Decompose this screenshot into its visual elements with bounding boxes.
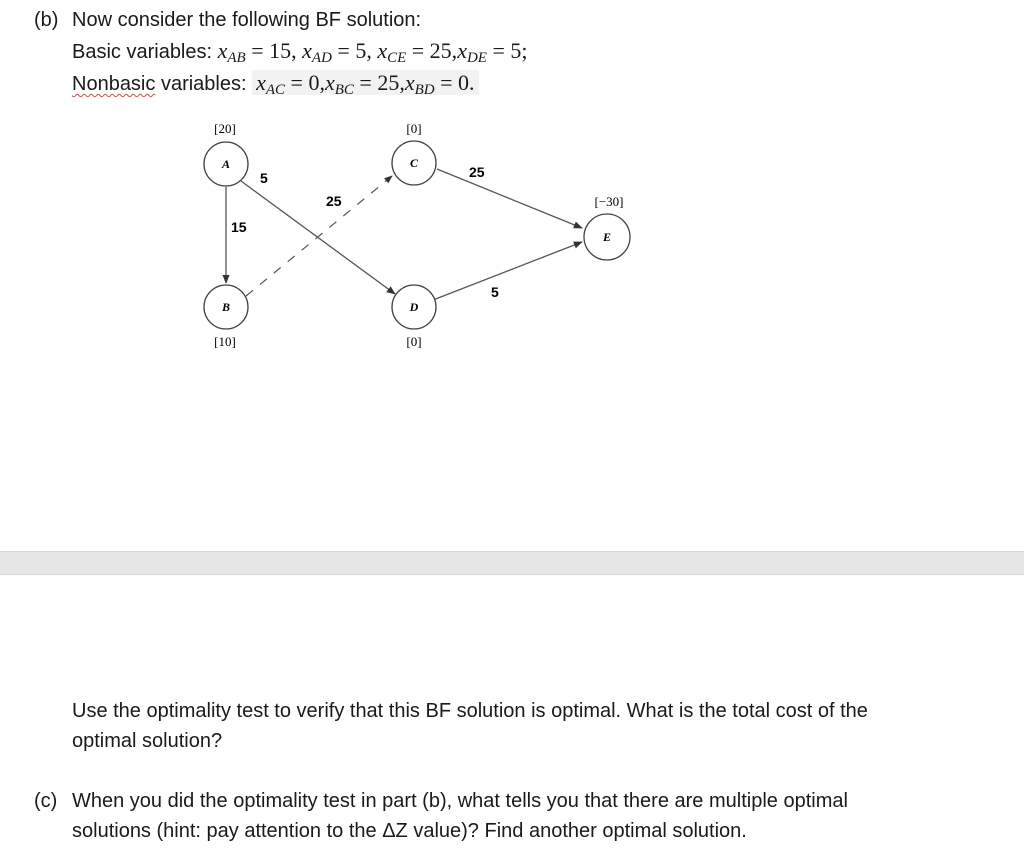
node-a-supply: [20] [214, 121, 236, 136]
part-c-line2: solutions (hint: pay attention to the ΔZ value)? Find another optimal solution. [72, 820, 747, 842]
part-c-line1: When you did the optimality test in part (b), what tells you that there are multiple optimal [72, 790, 848, 812]
node-a [204, 121, 248, 186]
flow-label-d-e: 5 [491, 284, 499, 300]
flow-label-a-b: 15 [231, 219, 247, 235]
flow-label-c-e: 25 [469, 164, 485, 180]
basic-term-de: $x_{DE} = 5$; [457, 38, 528, 66]
nonbasic-label-rest: variables: [155, 73, 247, 95]
arc-b-c [246, 176, 392, 296]
section-divider-band [0, 551, 1024, 575]
node-a-label: A [221, 157, 231, 171]
basic-variables-label: Basic variables: [72, 41, 213, 63]
nonbasic-term-bd: $x_{BD} = 0$. [404, 70, 475, 98]
node-d-supply: [0] [406, 334, 422, 349]
flow-label-b-c: 25 [326, 193, 342, 209]
node-b [204, 285, 248, 349]
node-d [392, 285, 436, 349]
node-c [392, 121, 436, 185]
flow-label-a-d: 5 [260, 170, 268, 186]
nonbasic-term-ac: $x_{AC} = 0$, [256, 70, 325, 98]
node-e [584, 194, 630, 260]
part-b-intro: Now consider the following BF solution: [72, 9, 422, 31]
basic-term-ad: $x_{AD} = 5$, [302, 38, 372, 66]
basic-term-ce: $x_{CE} = 25$, [377, 38, 458, 66]
node-c-supply: [0] [406, 121, 422, 136]
network-diagram [0, 0, 1024, 400]
arc-c-e [437, 169, 582, 228]
node-d-label: D [409, 300, 419, 314]
node-b-label: B [221, 300, 231, 314]
node-e-supply: [−30] [594, 194, 624, 209]
node-b-supply: [10] [214, 334, 236, 349]
part-b-question-line2: optimal solution? [72, 730, 223, 752]
part-b-question-line1: Use the optimality test to verify that this BF solution is optimal. What is the total cost of the [72, 700, 868, 722]
nonbasic-word: Nonbasic [72, 73, 156, 95]
arc-d-e [433, 242, 582, 300]
node-e-label: E [602, 230, 612, 244]
node-c-label: C [409, 156, 419, 170]
nonbasic-term-bc: $x_{BC} = 25$, [324, 70, 405, 98]
part-c-label: (c) [34, 790, 58, 812]
part-b-label: (b) [34, 9, 59, 31]
basic-term-ab: $x_{AB} = 15$, [217, 38, 297, 66]
